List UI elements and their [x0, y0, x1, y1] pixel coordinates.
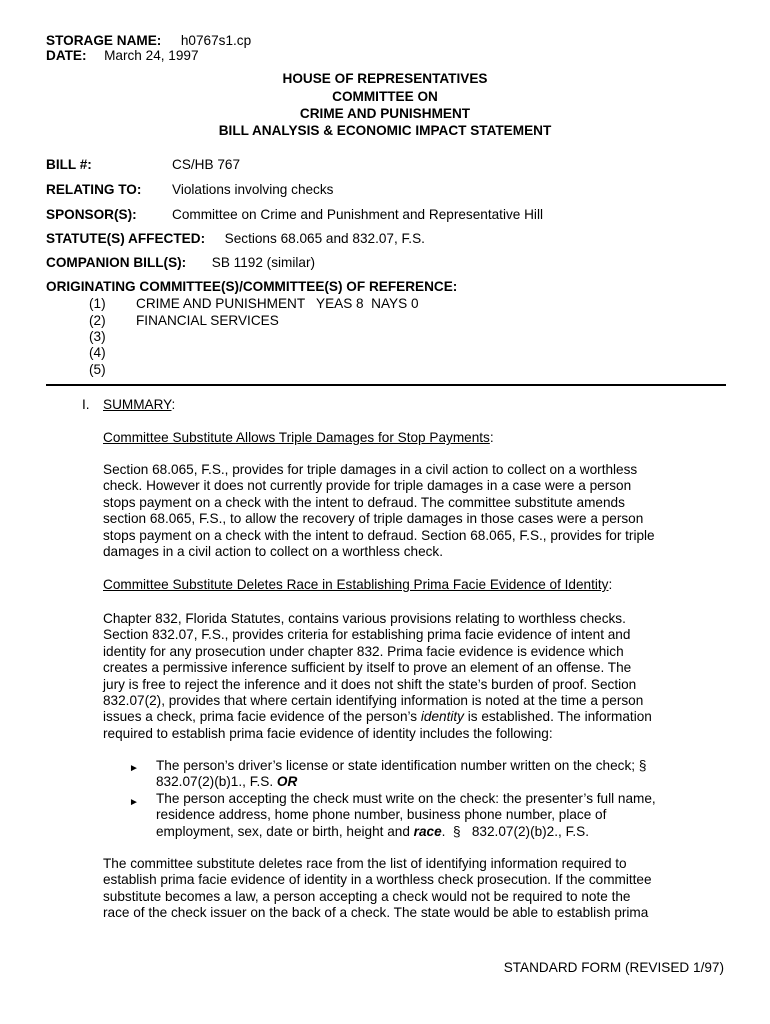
text-run: is established. The information [463, 709, 652, 725]
bullet-2 [156, 791, 736, 840]
paragraph-1-line: Section 68.065, F.S., provides for triple damages in a civil action to collect on a worthless [103, 462, 638, 477]
date-label: DATE [46, 48, 82, 63]
summary-heading: SUMMARY [103, 397, 172, 412]
statutes-row: STATUTE(S) AFFECTED: Sections 68.065 and 832.07, F.S. [46, 231, 425, 246]
originating-row: ORIGINATING COMMITTEE(S)/COMMITTEE(S) OF REFERENCE: [46, 279, 458, 294]
relating-to-label: RELATING TO [46, 182, 137, 197]
companion-label: COMPANION BILL(S) [46, 255, 182, 270]
subsection-1-heading: Committee Substitute Allows Triple Damages for Stop Payments [103, 430, 490, 445]
sponsor-label: SPONSOR(S) [46, 207, 133, 222]
paragraph-1-line: stops payment on a check with the intent to defraud. The committee substitute amends [103, 494, 625, 510]
text-run: . § 832.07(2)(b)2., F.S. [441, 823, 589, 839]
footer-form-label: STANDARD FORM (REVISED 1/97) [503, 960, 724, 975]
bullet-1-line: The person’s driver’s license or state identification number written on the check; § [156, 758, 647, 773]
reference-text-2: FINANCIAL SERVICES [136, 313, 279, 328]
bill-number-label: BILL # [46, 157, 88, 172]
paragraph-3-line: The committee substitute deletes race from the list of identifying information required to [103, 856, 627, 871]
summary-heading-row: SUMMARY: [103, 397, 176, 412]
paragraph-1-line: section 68.065, F.S., to allow the recovery of triple damages in those cases were a person [103, 511, 644, 527]
title-line-2: COMMITTEE ON [332, 89, 438, 104]
relating-to-value: Violations involving checks [172, 182, 334, 197]
storage-name-value: h0767s1.cp [180, 33, 252, 48]
bill-number-value: CS/HB 767 [172, 157, 241, 172]
subsection-1-heading-row: Committee Substitute Allows Triple Damages for Stop Payments: [103, 430, 494, 445]
originating-label: ORIGINATING COMMITTEE(S)/COMMITTEE(S) OF REFERENCE [46, 279, 453, 294]
title-line-3: CRIME AND PUNISHMENT [299, 106, 471, 121]
bullet-triangle-icon: ► [129, 797, 139, 808]
paragraph-2-line: creates a permissive inference sufficient by itself to prove an element of an offense. The [103, 660, 632, 676]
reference-text-1: CRIME AND PUNISHMENT YEAS 8 NAYS 0 [136, 296, 419, 311]
bullet-1-line [156, 774, 736, 790]
storage-name-line: STORAGE NAME: h0767s1.cp [46, 33, 252, 48]
reference-num-3: (3) [89, 329, 106, 344]
paragraph-3-line: establish prima facie evidence of identity in a worthless check prosecution. If the committee [103, 872, 652, 888]
statutes-value: Sections 68.065 and 832.07, F.S. [224, 231, 425, 246]
paragraph-1-line: check. However it does not currently provide for triple damages in a case were a person [103, 478, 632, 494]
date-value: March 24, 1997 [104, 48, 199, 63]
horizontal-rule [46, 384, 726, 386]
bill-number-row: BILL #: [46, 157, 92, 172]
bullet-2-line: residence address, home phone number, business phone number, place of [156, 807, 607, 823]
bullet-1 [156, 758, 736, 791]
emphasis-race: race [413, 823, 442, 839]
reference-num-4: (4) [89, 345, 106, 360]
bullet-2-line [156, 824, 736, 840]
title-line-1: HOUSE OF REPRESENTATIVES [282, 71, 488, 86]
paragraph-2-line [103, 709, 733, 725]
sponsor-value: Committee on Crime and Punishment and Representative Hill [172, 207, 543, 222]
paragraph-2-line: required to establish prima facie evidence of identity includes the following: [103, 725, 553, 741]
date-line: DATE: March 24, 1997 [46, 48, 199, 63]
summary-numeral: I. [82, 397, 90, 412]
paragraph-2 [103, 611, 733, 742]
companion-value: SB 1192 (similar) [211, 255, 316, 270]
statutes-label: STATUTE(S) AFFECTED [46, 231, 201, 246]
storage-name-label: STORAGE NAME [46, 33, 157, 48]
paragraph-3-line: substitute becomes a law, a person accepting a check would not be required to note the [103, 888, 631, 904]
paragraph-3-line: race of the check issuer on the back of a check. The state would be able to establish prima [103, 905, 649, 921]
bullet-triangle-icon: ► [129, 763, 139, 774]
text-run: 832.07(2)(b)1., F.S. [156, 774, 277, 790]
paragraph-3 [103, 856, 733, 922]
paragraph-1-line: stops payment on a check with the intent to defraud. Section 68.065, F.S., provides for triple [103, 527, 655, 543]
companion-row: COMPANION BILL(S): SB 1192 (similar) [46, 255, 316, 270]
subsection-2-heading-row: Committee Substitute Deletes Race in Establishing Prima Facie Evidence of Identity: [103, 577, 613, 592]
relating-to-row: RELATING TO: [46, 182, 142, 197]
paragraph-2-line: 832.07(2), provides that where certain identifying information is noted at the time a person [103, 692, 644, 708]
reference-num-1: (1) [89, 296, 106, 311]
paragraph-1-line: damages in a civil action to collect on a worthless check. [103, 543, 444, 559]
text-run: issues a check, prima facie evidence of the person’s [103, 709, 421, 725]
reference-num-5: (5) [89, 362, 106, 377]
bullet-2-line: The person accepting the check must write on the check: the presenter’s full name, [156, 791, 656, 806]
sponsor-row: SPONSOR(S): [46, 207, 137, 222]
paragraph-2-line: identity for any prosecution under chapter 832. Prima facie evidence is evidence which [103, 643, 624, 659]
paragraph-1 [103, 462, 733, 560]
title-line-4: BILL ANALYSIS & ECONOMIC IMPACT STATEMENT [218, 123, 552, 138]
emphasis-or: OR [276, 774, 298, 790]
subsection-2-heading: Committee Substitute Deletes Race in Establishing Prima Facie Evidence of Identity [103, 577, 609, 592]
text-run: employment, sex, date or birth, height and [156, 823, 414, 839]
paragraph-2-line: Chapter 832, Florida Statutes, contains various provisions relating to worthless checks. [103, 611, 626, 626]
paragraph-2-line: Section 832.07, F.S., provides criteria for establishing prima facie evidence of intent and [103, 627, 631, 643]
reference-num-2: (2) [89, 313, 106, 328]
paragraph-2-line: jury is free to reject the inference and it does not shift the state’s burden of proof. Section [103, 676, 637, 692]
emphasis-identity: identity [420, 709, 464, 725]
